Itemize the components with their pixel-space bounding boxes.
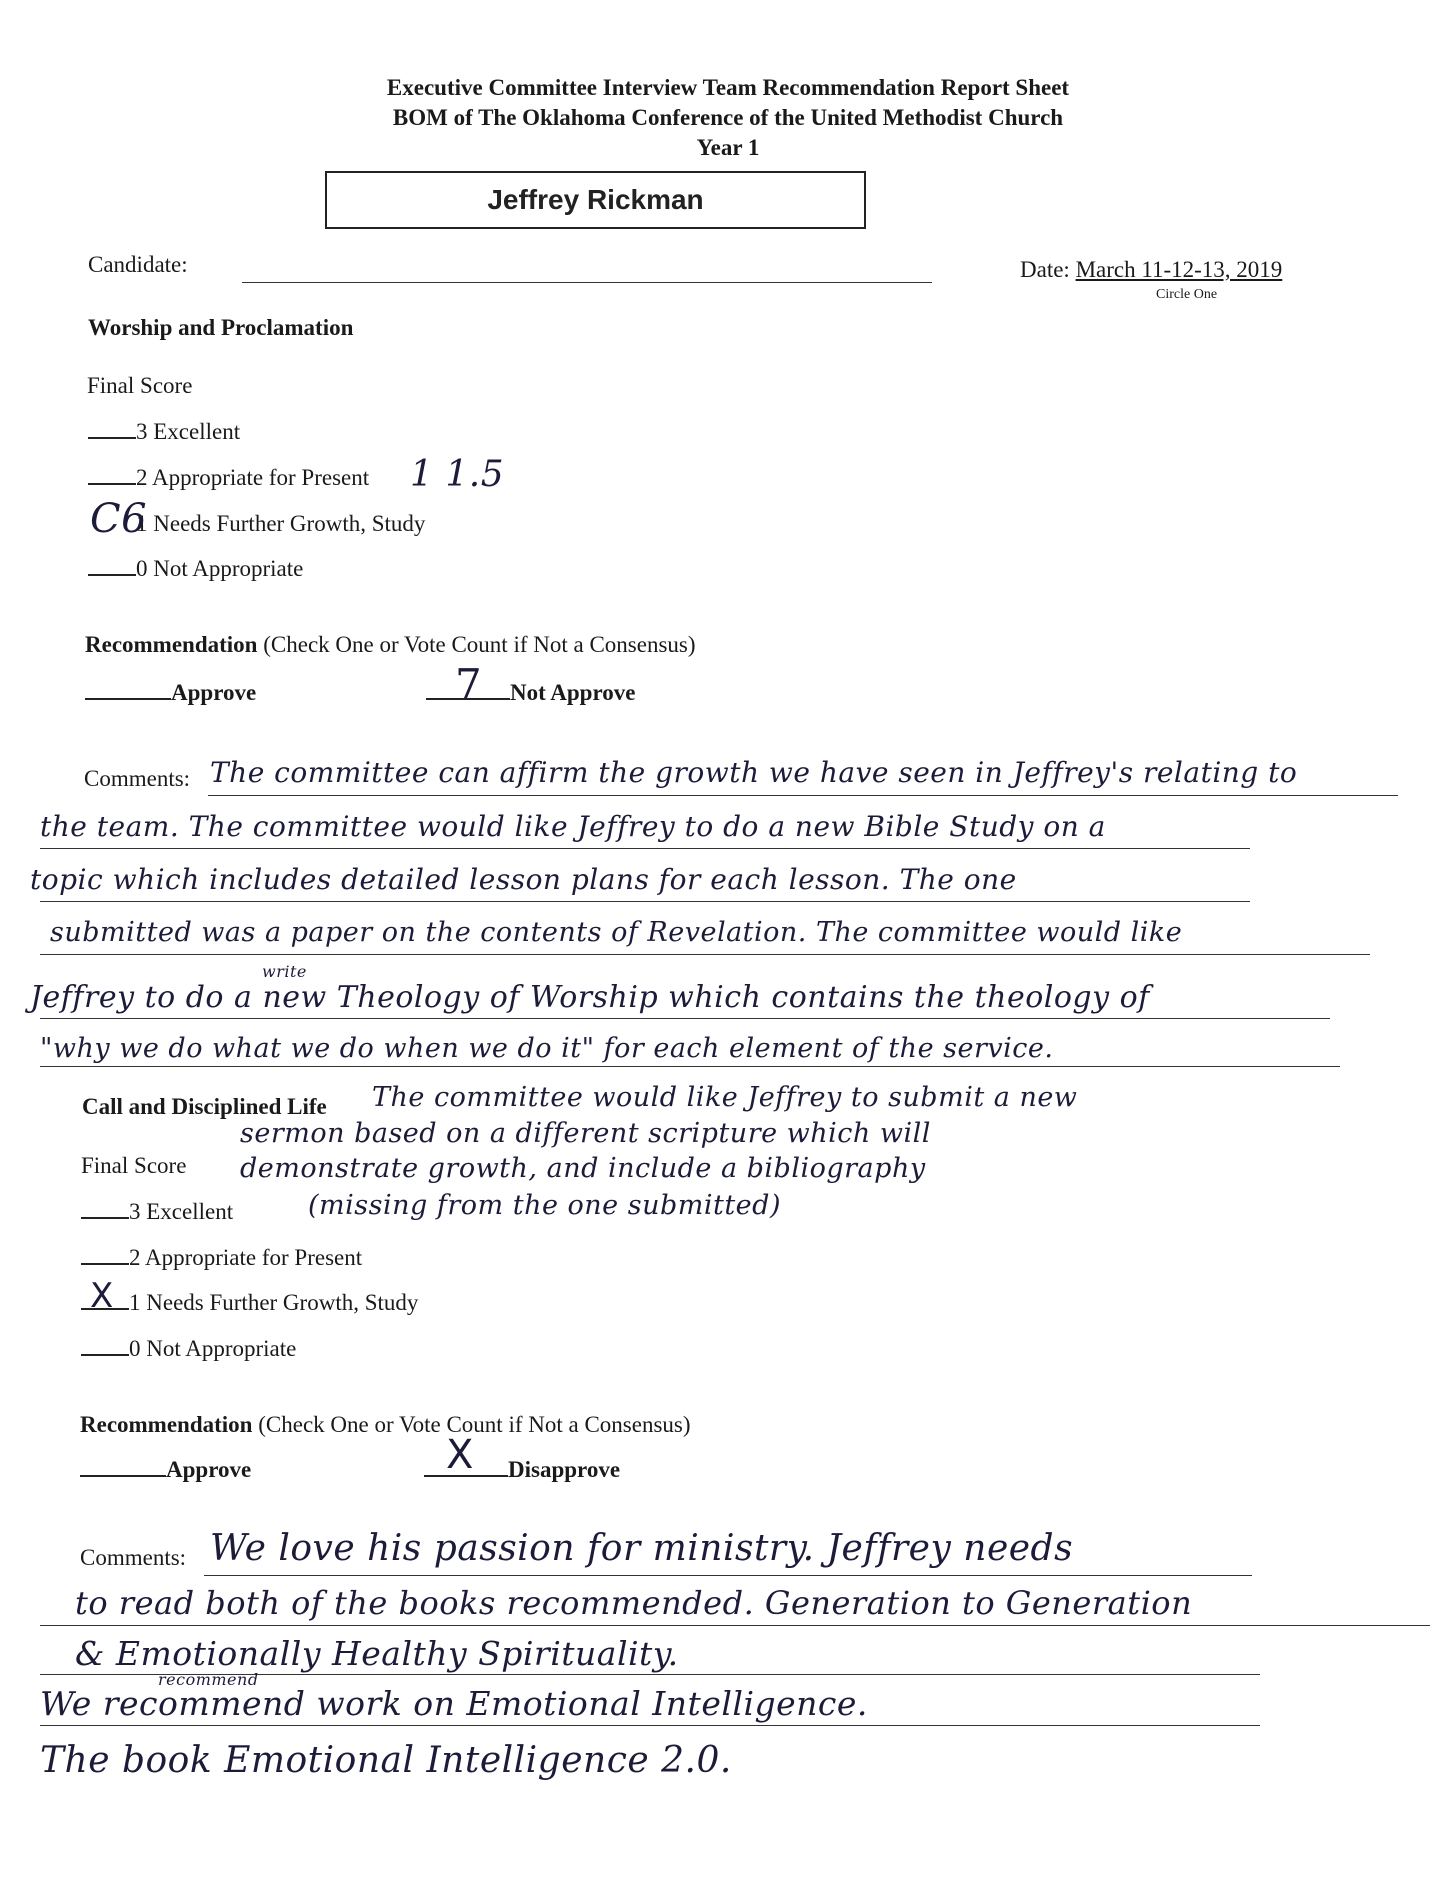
- worship-recommendation: Recommendation (Check One or Vote Count if Not a Consensus): [85, 632, 696, 657]
- call-comment-line-4: We recommend work on Emotional Intelligence.: [40, 1684, 868, 1723]
- worship-option-2: 2 Appropriate for Present: [88, 465, 369, 491]
- call-note-line-4: (missing from the one submitted): [308, 1190, 781, 1221]
- worship-comment-rule-2: [40, 848, 1250, 849]
- worship-comment-line-5: Jeffrey to do a new Theology of Worship which contains the theology of: [30, 980, 1150, 1015]
- circle-one-note: Circle One: [1156, 287, 1218, 302]
- date-value: March 11-12-13, 2019: [1075, 257, 1283, 282]
- report-subtitle: BOM of The Oklahoma Conference of the United Methodist Church: [392, 105, 1064, 130]
- worship-option-0-blank: [88, 556, 136, 576]
- worship-comment-line-3: topic which includes detailed lesson plans for each lesson. The one: [30, 863, 1017, 896]
- candidate-line: [242, 282, 932, 283]
- worship-comment-line-6: "why we do what we do when we do it" for each element of the service.: [40, 1033, 1054, 1064]
- date-field: [1020, 257, 1282, 283]
- call-option-0-blank: [81, 1336, 129, 1356]
- worship-not-approve-mark: 7: [455, 660, 483, 709]
- call-comment-rule-4: [40, 1725, 1260, 1726]
- worship-comment-rule-1: [208, 795, 1398, 796]
- report-year: Year 1: [696, 135, 760, 160]
- worship-comment-rule-4: [40, 954, 1370, 955]
- worship-approve-blank: [85, 680, 171, 700]
- candidate-name-box: Jeffrey Rickman: [325, 171, 866, 229]
- call-comment-insert: recommend: [158, 1670, 259, 1689]
- call-disapprove-mark: X: [446, 1432, 474, 1478]
- call-option-1: 1 Needs Further Growth, Study: [81, 1290, 418, 1316]
- call-option-0: 0 Not Appropriate: [81, 1336, 296, 1362]
- call-disapprove: Disapprove: [424, 1457, 620, 1483]
- worship-comments-label: Comments:: [84, 766, 191, 791]
- call-option-2: 2 Appropriate for Present: [81, 1245, 362, 1271]
- worship-comment-rule-3: [40, 901, 1250, 902]
- call-approve-blank: [80, 1457, 166, 1477]
- worship-option-1: 1 Needs Further Growth, Study: [88, 511, 425, 537]
- report-title: Executive Committee Interview Team Recommendation Report Sheet: [386, 75, 1070, 100]
- call-note-line-3: demonstrate growth, and include a bibliography: [240, 1153, 926, 1184]
- call-option-1-mark: X: [90, 1276, 114, 1316]
- worship-final-score-label: Final Score: [87, 373, 193, 398]
- date-label: Date:: [1020, 257, 1070, 282]
- worship-score-note: 1 1.5: [410, 454, 505, 495]
- call-note-line-2: sermon based on a different scripture which will: [240, 1118, 931, 1149]
- worship-option-2-blank: [88, 465, 136, 485]
- worship-not-approve: Not Approve: [426, 680, 635, 706]
- call-option-2-blank: [81, 1245, 129, 1265]
- worship-section-title: Worship and Proclamation: [88, 315, 354, 340]
- call-comment-rule-1: [204, 1575, 1252, 1576]
- call-note-line-1: The committee would like Jeffrey to submit a new: [372, 1082, 1078, 1113]
- worship-comment-line-4: submitted was a paper on the contents of Revelation. The committee would like: [50, 917, 1183, 948]
- call-final-score-label: Final Score: [81, 1153, 187, 1178]
- call-comment-line-2: to read both of the books recommended. Generation to Generation: [75, 1584, 1193, 1622]
- worship-comment-rule-5: [40, 1018, 1330, 1019]
- call-option-3: 3 Excellent: [81, 1199, 233, 1225]
- worship-option-3: 3 Excellent: [88, 419, 240, 445]
- call-comment-rule-2: [40, 1625, 1430, 1626]
- worship-option-1-mark: C6: [90, 496, 148, 542]
- call-comments-label: Comments:: [80, 1545, 187, 1570]
- call-comment-line-5: The book Emotional Intelligence 2.0.: [40, 1740, 732, 1781]
- worship-comment-line-2: the team. The committee would like Jeffrey to do a new Bible Study on a: [40, 810, 1106, 843]
- worship-option-3-blank: [88, 419, 136, 439]
- call-comment-line-1: We love his passion for ministry. Jeffrey needs: [210, 1528, 1074, 1569]
- worship-comment-insert: write: [262, 962, 307, 981]
- call-option-3-blank: [81, 1199, 129, 1219]
- call-comment-line-3: & Emotionally Healthy Spirituality.: [75, 1634, 679, 1673]
- worship-comment-line-1: The committee can affirm the growth we have seen in Jeffrey's relating to: [210, 756, 1298, 789]
- call-approve: Approve: [80, 1457, 251, 1483]
- worship-comment-rule-6: [40, 1066, 1340, 1067]
- call-recommendation: Recommendation (Check One or Vote Count if Not a Consensus): [80, 1412, 691, 1437]
- call-section-title: Call and Disciplined Life: [82, 1094, 327, 1119]
- worship-approve: Approve: [85, 680, 256, 706]
- worship-option-0: 0 Not Appropriate: [88, 556, 303, 582]
- candidate-label: Candidate:: [88, 252, 188, 277]
